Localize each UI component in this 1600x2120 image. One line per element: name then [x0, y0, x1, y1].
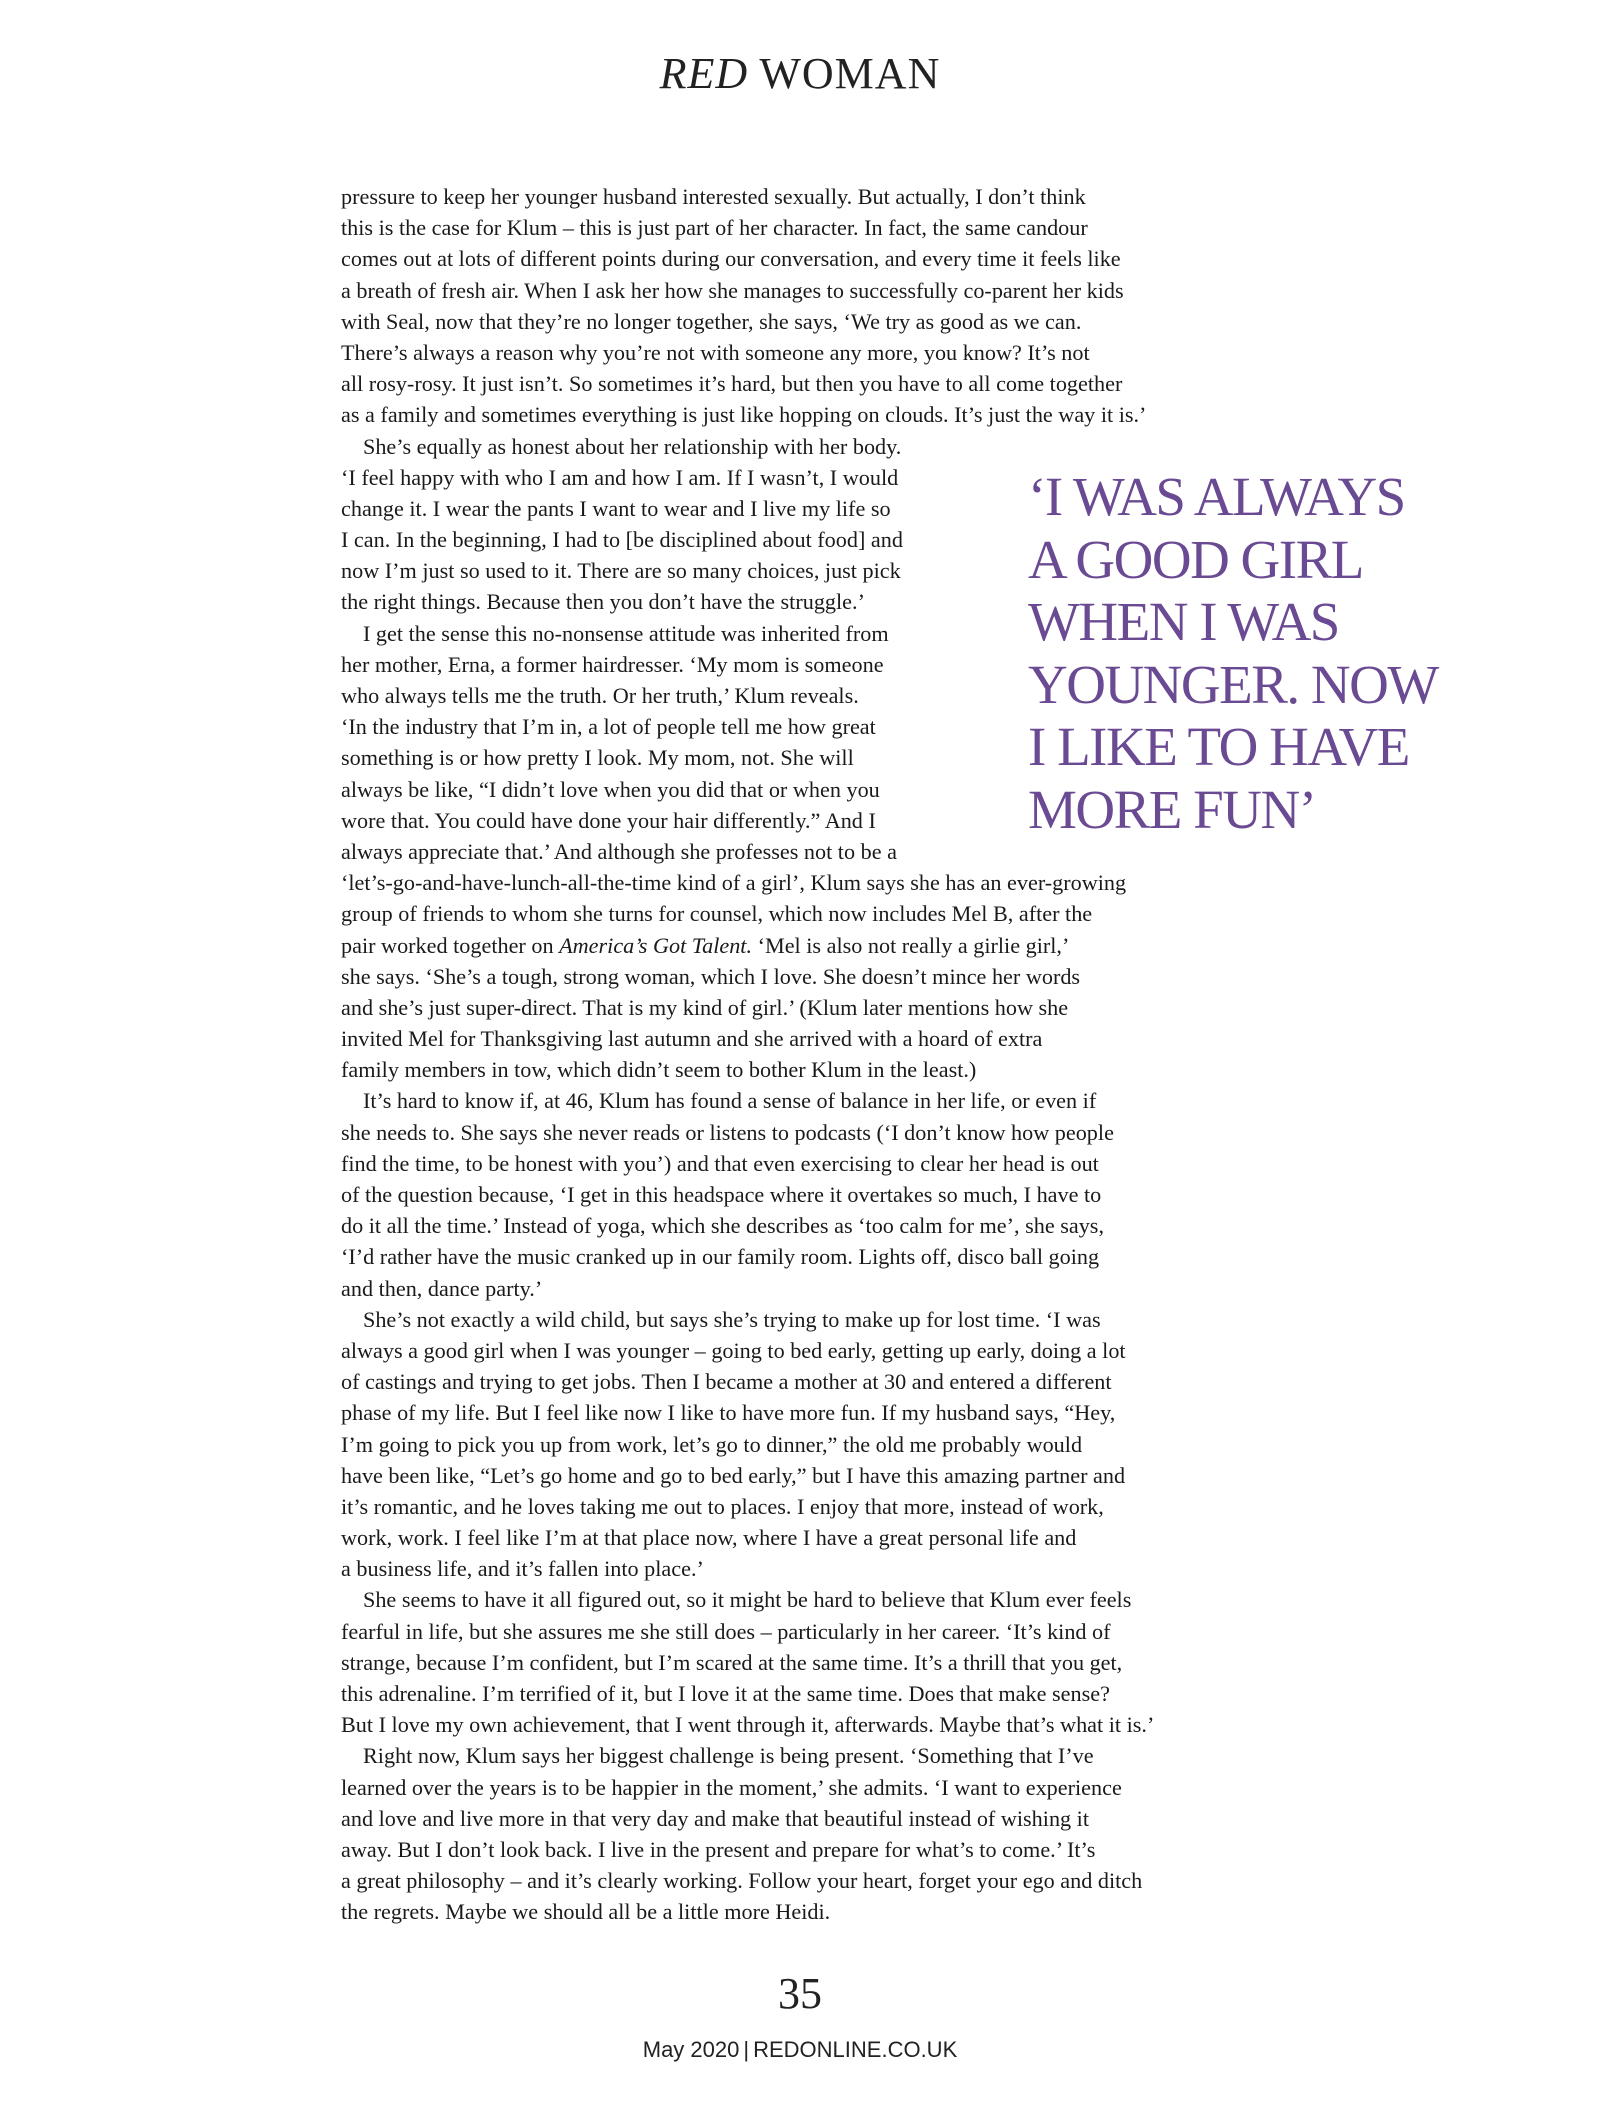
article-line: she says. ‘She’s a tough, strong woman, which I love. She doesn’t mince her words	[341, 963, 1081, 989]
article-line: pressure to keep her younger husband interested sexually. But actually, I don’t think	[341, 184, 1086, 209]
article-line: invited Mel for Thanksgiving last autumn and she arrived with a hoard of extra	[341, 1026, 1043, 1052]
article-line: a business life, and it’s fallen into place.’	[341, 1556, 704, 1582]
article-line: something is or how pretty I look. My mom, not. She will	[341, 745, 854, 771]
article-line: ‘I’d rather have the music cranked up in our family room. Lights off, disco ball going	[341, 1244, 1100, 1270]
article-line: learned over the years is to be happier in the moment,’ she admits. ‘I want to experience	[341, 1774, 1122, 1800]
pull-quote-line: A GOOD GIRL	[1028, 528, 1363, 590]
article-line: she needs to. She says she never reads or listens to podcasts (‘I don’t know how people	[341, 1119, 1114, 1145]
article-line: always appreciate that.’ And although she professes not to be a	[341, 838, 897, 864]
article-line: as a family and sometimes everything is just like hopping on clouds. It’s just the way it is.’	[341, 402, 1147, 428]
article-line: strange, because I’m confident, but I’m scared at the same time. It’s a thrill that you get,	[341, 1649, 1123, 1675]
pull-quote-line: ‘I WAS ALWAYS	[1028, 466, 1405, 527]
article-line: this adrenaline. I’m terrified of it, but I love it at the same time. Does that make sense?	[341, 1681, 1110, 1706]
article-line: She’s equally as honest about her relationship with her body.	[363, 433, 902, 459]
article-line: ‘I feel happy with who I am and how I am. If I wasn’t, I would	[341, 464, 899, 490]
article-line: phase of my life. But I feel like now I like to have more fun. If my husband says, “Hey,	[341, 1400, 1116, 1426]
magazine-section-header	[0, 48, 1600, 99]
article-line: work, work. I feel like I’m at that place now, where I have a great personal life and	[341, 1525, 1077, 1551]
article-line: She’s not exactly a wild child, but says she’s trying to make up for lost time. ‘I was	[363, 1306, 1101, 1332]
article-line: always be like, “I didn’t love when you did that or when you	[341, 776, 880, 802]
article-body	[341, 181, 1241, 1928]
article-line: and then, dance party.’	[341, 1275, 543, 1301]
pull-quote-line: WHEN I WAS	[1028, 591, 1339, 652]
article-line: ‘let’s-go-and-have-lunch-all-the-time kind of a girl’, Klum says she has an ever-growing	[341, 870, 1127, 896]
article-line: I get the sense this no-nonsense attitude was inherited from	[363, 620, 889, 646]
header-title-rest: WOMAN	[759, 49, 941, 98]
article-line: the right things. Because then you don’t have the struggle.’	[341, 589, 865, 615]
pull-quote-line: YOUNGER. NOW	[1028, 653, 1438, 715]
article-line: ‘In the industry that I’m in, a lot of people tell me how great	[341, 714, 876, 740]
article-line: But I love my own achievement, that I went through it, afterwards. Maybe that’s what it is.’	[341, 1712, 1155, 1738]
article-line: There’s always a reason why you’re not with someone any more, you know? It’s not	[341, 339, 1090, 365]
article-line: change it. I wear the pants I want to wear and I live my life so	[341, 495, 891, 521]
article-paragraph	[341, 1304, 1241, 1585]
article-line: always a good girl when I was younger – going to bed early, getting up early, doing a lot	[341, 1337, 1126, 1363]
article-line: away. But I don’t look back. I live in the present and prepare for what’s to come.’ It’s	[341, 1836, 1096, 1862]
article-line: comes out at lots of different points during our conversation, and every time it feels like	[341, 246, 1121, 272]
article-line: It’s hard to know if, at 46, Klum has found a sense of balance in her life, or even if	[363, 1088, 1097, 1114]
article-line	[341, 930, 1241, 961]
article-line: Right now, Klum says her biggest challenge is being present. ‘Something that I’ve	[363, 1743, 1094, 1769]
article-line: who always tells me the truth. Or her truth,’ Klum reveals.	[341, 683, 859, 708]
article-paragraph	[341, 1584, 1241, 1740]
article-line: group of friends to whom she turns for counsel, which now includes Mel B, after the	[341, 901, 1093, 927]
article-line: a great philosophy – and it’s clearly working. Follow your heart, forget your ego and ditch	[341, 1868, 1143, 1894]
article-line: family members in tow, which didn’t seem to bother Klum in the least.)	[341, 1057, 977, 1083]
pull-quote	[1028, 466, 1548, 841]
article-line: and she’s just super-direct. That is my kind of girl.’ (Klum later mentions how she	[341, 994, 1069, 1020]
article-paragraph	[341, 1740, 1241, 1927]
article-paragraph	[341, 1085, 1241, 1303]
page-number: 35	[778, 1969, 822, 2018]
article-line: all rosy-rosy. It just isn’t. So sometimes it’s hard, but then you have to all come together	[341, 371, 1123, 397]
article-line: it’s romantic, and he loves taking me out to places. I enjoy that more, instead of work,	[341, 1493, 1104, 1519]
footer-separator: |	[743, 2037, 750, 2062]
article-line: fearful in life, but she assures me she still does – particularly in her career. ‘It’s kind of	[341, 1618, 1111, 1644]
header-title-italic: RED	[659, 49, 749, 98]
article-line: this is the case for Klum – this is just part of her character. In fact, the same candour	[341, 215, 1088, 241]
article-line: of castings and trying to get jobs. Then I became a mother at 30 and entered a different	[341, 1369, 1112, 1395]
article-paragraph	[341, 181, 1241, 431]
footer-website: REDONLINE.CO.UK	[753, 2037, 958, 2062]
article-line: with Seal, now that they’re no longer together, she says, ‘We try as good as we can.	[341, 308, 1082, 334]
pull-quote-line: MORE FUN’	[1028, 778, 1316, 840]
article-line: do it all the time.’ Instead of yoga, which she describes as ‘too calm for me’, she says,	[341, 1213, 1104, 1239]
show-title-italic: America’s Got Talent.	[559, 932, 753, 958]
article-line: I’m going to pick you up from work, let’s go to dinner,” the old me probably would	[341, 1431, 1083, 1457]
article-line: of the question because, ‘I get in this headspace where it overtakes so much, I have to	[341, 1182, 1102, 1207]
article-line: She seems to have it all figured out, so it might be hard to believe that Klum ever feels	[363, 1587, 1132, 1613]
page-footer	[0, 2037, 1600, 2063]
article-line: now I’m just so used to it. There are so many choices, just pick	[341, 558, 901, 584]
article-line: a breath of fresh air. When I ask her how she manages to successfully co-parent her kids	[341, 277, 1124, 303]
article-text: pair worked together on	[341, 932, 560, 958]
article-line: find the time, to be honest with you’) and that even exercising to clear her head is out	[341, 1150, 1099, 1176]
article-line: have been like, “Let’s go home and go to bed early,” but I have this amazing partner and	[341, 1462, 1126, 1488]
article-line: the regrets. Maybe we should all be a little more Heidi.	[341, 1899, 831, 1925]
article-text: ‘Mel is also not really a girlie girl,’	[752, 932, 1070, 958]
footer-issue-date: May 2020	[642, 2037, 740, 2062]
pull-quote-line: I LIKE TO HAVE	[1028, 716, 1409, 777]
article-line: and love and live more in that very day and make that beautiful instead of wishing it	[341, 1805, 1090, 1831]
article-line: I can. In the beginning, I had to [be disciplined about food] and	[341, 527, 903, 553]
article-line: her mother, Erna, a former hairdresser. ‘My mom is someone	[341, 651, 884, 677]
article-line: wore that. You could have done your hair differently.” And I	[341, 807, 876, 833]
